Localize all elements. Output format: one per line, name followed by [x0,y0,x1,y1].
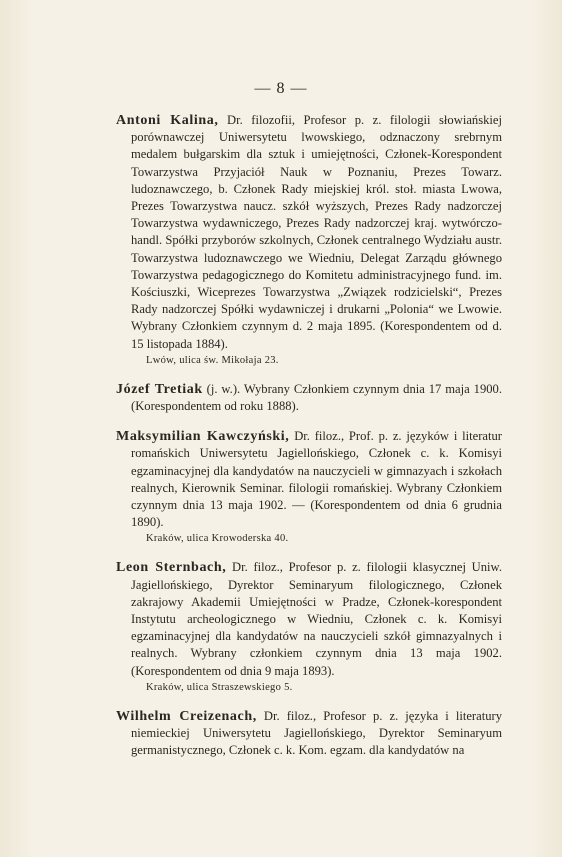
member-list [116,112,502,773]
member-description: Dr. filozofii, Profesor p. z. filologii słowiańskiej porównawczej Uniwersytetu lwowskiego, odznaczony srebrnym medalem bułgarskim dla sztuk i umiejętności, Członek-Korespondent Towarzystwa Przyjaciół Nauk w Poznaniu, Prezes Towarz. ludoznawczego, b. Członek Rady miejskiej król. stoł. miasta Lwowa, Prezes Towarzystwa naucz. szkół wyższych, Prezes Rady nadzorczej Towarzystwa wydawniczego, Prezes Rady nadzorczej kraj. wytwórczo-handl. Spółki przyborów szkolnych, Członek centralnego Wydziału austr. Towarzystwa ludoznawczego we Wiedniu, Delegat Zarządu głównego Towarzystwa pedagogicznego do Komitetu administracyjnego fund. im. Kościuszki, Wiceprezes Towarzystwa „Związek rodzicielski“, Prezes Rady nadzorczej Spółki wydawniczej i drukarni „Polonia“ we Lwowie. Wybrany Członkiem czynnym d. 2 maja 1895. (Korespondentem od d. 15 listopada 1884). [131,113,502,351]
member-name: Leon Sternbach, [116,560,227,576]
member-description: Dr. filoz., Prof. p. z. języków i literatur romańskich Uniwersytetu Jagiellońskiego, Członek c. k. Komisyi egzaminacyjnej dla kandydatów na nauczycieli w gimnazyach i szkołach realnych, Kierownik Seminar. filologii romańskiej. Wybrany Członkiem czynnym dnia 13 maja 1902. — (Korespondentem od dnia 6 grudnia 1890). [131,429,503,530]
entry-text [116,381,502,415]
member-description: (j. w.). Wybrany Członkiem czynnym dnia 17 maja 1900. (Korespondentem od roku 1888). [131,381,502,414]
page-number: — 8 — [254,80,308,97]
entry-text [116,428,502,531]
entry-text [116,559,502,679]
member-entry [116,708,502,760]
member-name: Wilhelm Creizenach, [116,708,257,724]
member-name: Antoni Kalina, [116,113,219,128]
member-address: Lwów, ulica św. Mikołaja 23. [146,354,279,366]
member-address: Kraków, ulica Krowoderska 40. [146,533,289,545]
member-entry [116,381,502,415]
member-description: Dr. filoz., Profesor p. z. filologii klasycznej Uniw. Jagiellońskiego, Dyrektor Seminaryum filologicznego, Członek zakrajowy Akademii Umiejętności w Pradze, Członek-korespondent Instytutu archeologicznego w Wiedniu, Członek c. k. Komisyi egzaminacyjnej dla kandydatów na nauczycieli szkół gimnazyalnych i realnych. Wybrany członkiem czynnym dnia 13 maja 1902. (Korespondentem od dnia 9 maja 1893). [131,560,502,678]
member-entry [116,428,502,546]
member-description: Dr. filoz., Profesor p. z. języka i literatury niemieckiej Uniwersytetu Jagiellońskiego, Dyrektor Seminaryum germanistycznego, Członek c. k. Kom. egzam. dla kandydatów na [131,708,502,758]
member-name: Maksymilian Kawczyński, [116,429,290,445]
entry-text [116,708,502,760]
member-address: Kraków, ulica Straszewskiego 5. [146,681,293,693]
member-entry [116,112,502,368]
member-entry [116,559,502,694]
entry-text [116,112,502,353]
member-name: Józef Tretiak [116,381,203,397]
